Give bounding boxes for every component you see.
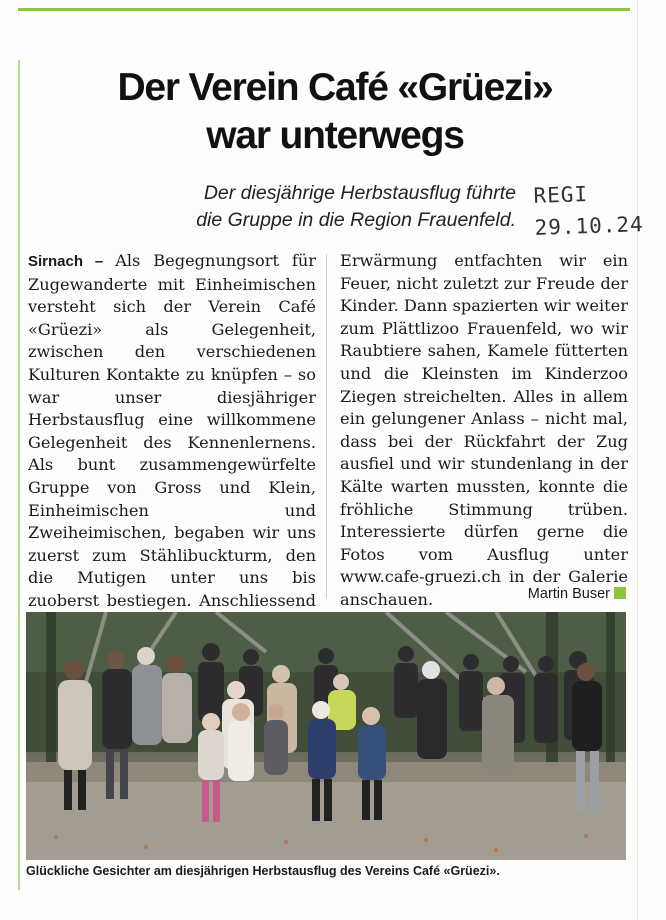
clipping-edge	[637, 0, 638, 920]
article-author	[340, 584, 626, 604]
article-column-2	[340, 250, 628, 612]
author-name: Martin Buser	[527, 586, 610, 602]
article-column-1	[28, 250, 316, 658]
left-accent-rule	[18, 60, 20, 890]
column-divider	[326, 254, 327, 599]
column-2-text: Erwärmung entfachten wir ein Feuer, nicht zuletzt zur Freude der Kinder. Dann spazierten wir weiter zum Plättlizoo Frauenfeld, wo wir Raubtiere sahen, Kamele fütterten und die Kleinsten im Kinderzoo Ziegen streichelten. Alles in allem ein gelungener Anlass – nicht mal, dass bei der Rückfahrt der Zug ausfiel und wir stundenlang in der Kälte warten mussten, konnte die fröhliche Stimmung trüben. Interessierte dürfen gerne die Fotos vom Ausflug unter www.cafe-gruezi.ch in der Galerie anschauen.	[340, 251, 628, 609]
top-accent-rule	[18, 8, 630, 11]
headline-line-1: Der Verein Café «Grüezi»	[117, 66, 553, 109]
group-photo-illustration	[26, 612, 626, 860]
headline-line-2: war unterwegs	[206, 114, 464, 157]
column-1-text: Als Begegnungsort für Zugewanderte mit Einheimischen versteht sich der Verein Café «Grüezi» als Gelegenheit, zwischen den verschiedenen Kulturen Kontakte zu knüpfen – so war unser diesjähriger Herbstausflug eine willkommene Gelegenheit des Kennenlernens. Als bunt zusammengewürfelte Gruppe von Gross und Klein, Einheimischen und Zweiheimischen, begaben wir uns zuerst zum Stählibuckturm, den die Mutigen unter uns bis zuoberst bestiegen. Anschliessend	[28, 251, 316, 610]
handwritten-date: 29.10.24	[534, 212, 645, 240]
subhead-line-1: Der diesjährige Herbstausflug führte	[203, 182, 516, 204]
article-subhead	[120, 180, 516, 234]
article-dateline: Sirnach –	[28, 253, 116, 270]
group-photo	[26, 612, 626, 860]
handwritten-source: REGI	[533, 182, 589, 208]
handwritten-archive-note	[533, 176, 645, 244]
photo-caption: Glückliche Gesichter am diesjährigen Herbstausflug des Vereins Café «Grüezi».	[26, 864, 500, 878]
article-headline	[40, 64, 630, 160]
end-mark-square	[614, 587, 626, 599]
subhead-line-2: die Gruppe in die Region Frauenfeld.	[196, 209, 516, 231]
